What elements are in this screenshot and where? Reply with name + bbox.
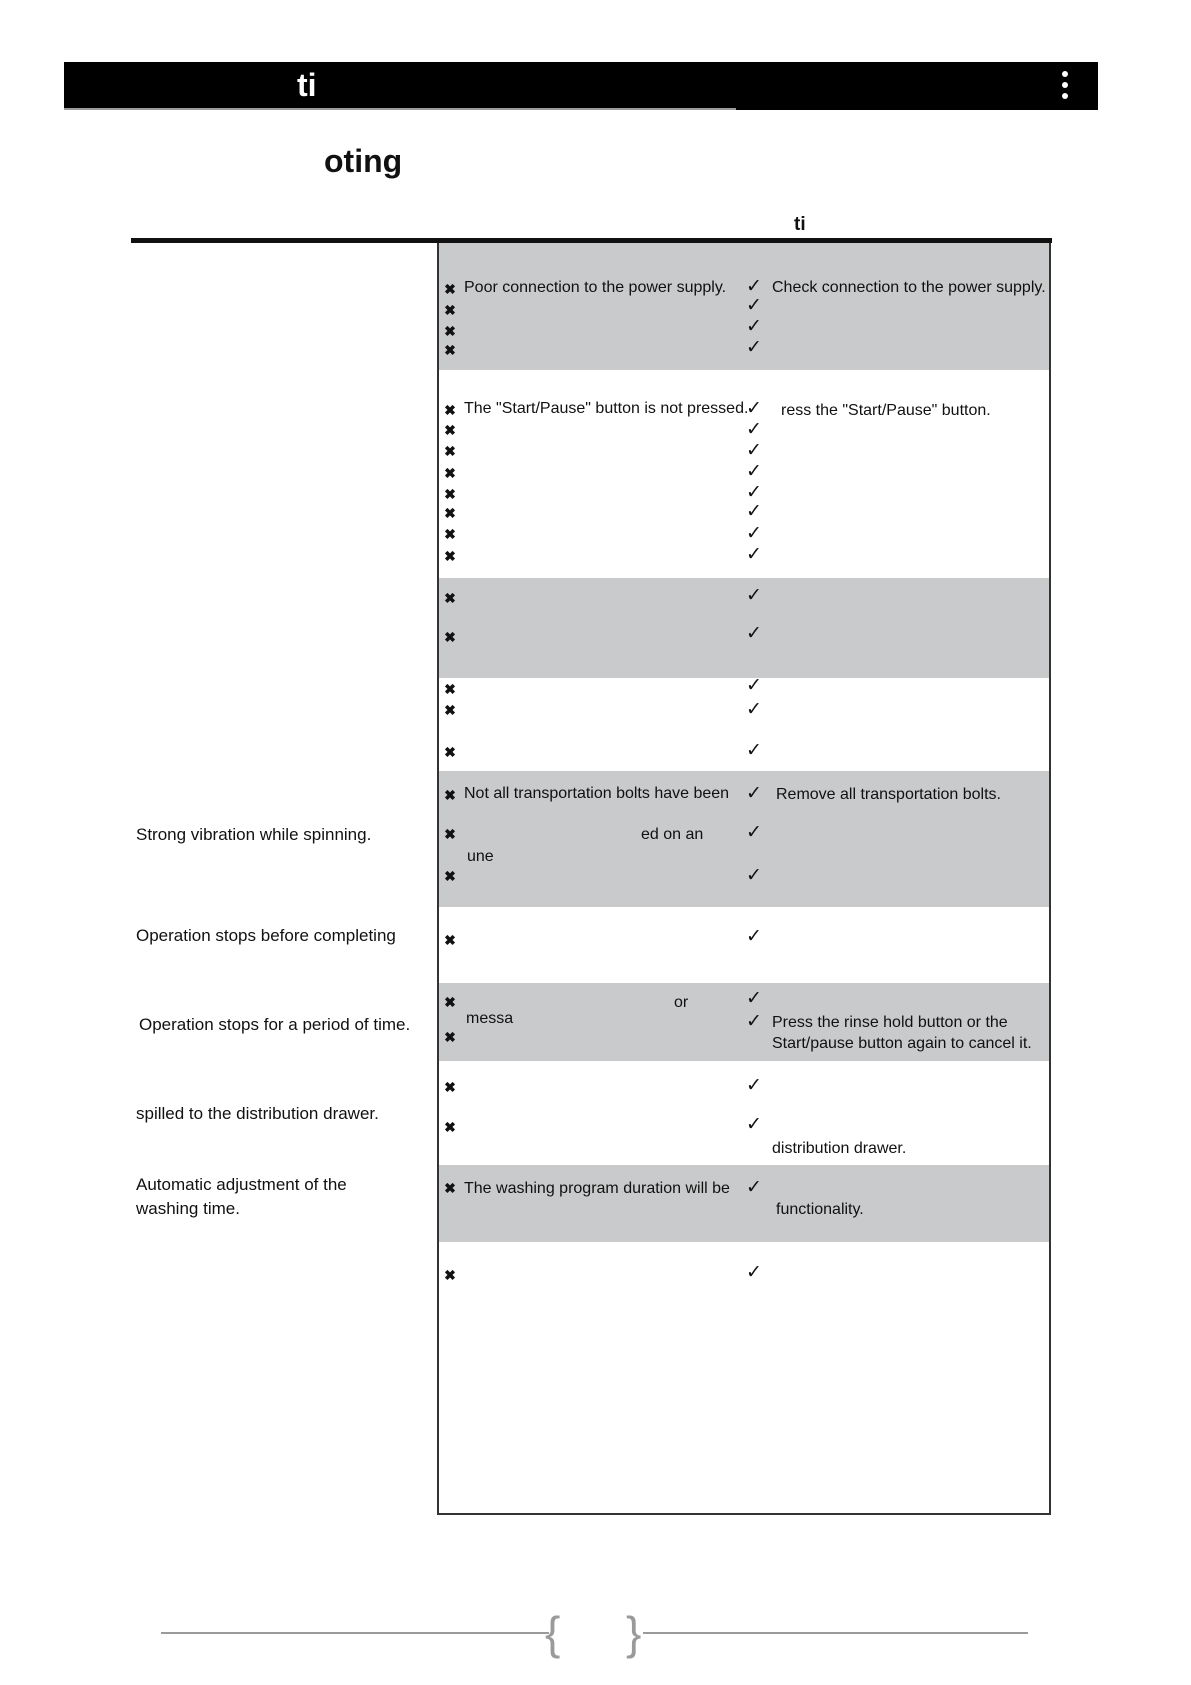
solution-text: distribution drawer. xyxy=(772,1140,907,1157)
cross-icon: ✖ xyxy=(444,465,456,481)
check-icon: ✓ xyxy=(746,501,762,522)
cross-icon: ✖ xyxy=(444,787,456,803)
page-title: oting xyxy=(324,143,403,179)
cause-text: Not all transportation bolts have been xyxy=(464,785,730,802)
cause-text: messa xyxy=(466,1010,514,1027)
check-icon: ✓ xyxy=(746,926,762,947)
cross-icon: ✖ xyxy=(444,744,456,760)
footer-bracket-left: { xyxy=(545,1607,561,1659)
check-icon: ✓ xyxy=(746,675,762,696)
check-icon: ✓ xyxy=(746,482,762,503)
header-tab xyxy=(736,108,1098,110)
check-icon: ✓ xyxy=(746,337,762,358)
solution-text: ress the "Start/Pause" button. xyxy=(781,402,991,419)
check-icon: ✓ xyxy=(746,988,762,1009)
check-icon: ✓ xyxy=(746,1075,762,1096)
cross-icon: ✖ xyxy=(444,681,456,697)
check-icon: ✓ xyxy=(746,699,762,720)
solution-text: functionality. xyxy=(776,1201,864,1218)
cross-icon: ✖ xyxy=(444,342,456,358)
cross-icon: ✖ xyxy=(444,302,456,318)
cross-icon: ✖ xyxy=(444,1119,456,1135)
cross-icon: ✖ xyxy=(444,1180,456,1196)
problem-text: Operation stops for a period of time. xyxy=(139,1015,411,1034)
cross-icon: ✖ xyxy=(444,505,456,521)
check-icon: ✓ xyxy=(746,1177,762,1198)
problem-text: Strong vibration while spinning. xyxy=(136,825,372,844)
cross-icon: ✖ xyxy=(444,826,456,842)
problem-text: Operation stops before completing xyxy=(136,926,396,945)
header-title: ti xyxy=(297,67,317,103)
cross-icon: ✖ xyxy=(444,422,456,438)
cross-icon: ✖ xyxy=(444,443,456,459)
cross-icon: ✖ xyxy=(444,702,456,718)
cause-text: The "Start/Pause" button is not pressed. xyxy=(464,400,749,417)
check-icon: ✓ xyxy=(746,740,762,761)
check-icon: ✓ xyxy=(746,1114,762,1135)
cross-icon: ✖ xyxy=(444,590,456,606)
check-icon: ✓ xyxy=(746,783,762,804)
check-icon: ✓ xyxy=(746,623,762,644)
check-icon: ✓ xyxy=(746,419,762,440)
check-icon: ✓ xyxy=(746,398,762,419)
solution-column-heading: ti xyxy=(794,214,806,235)
check-icon: ✓ xyxy=(746,544,762,565)
check-icon: ✓ xyxy=(746,585,762,606)
solution-text: Start/pause button again to cancel it. xyxy=(772,1035,1032,1052)
check-icon: ✓ xyxy=(746,461,762,482)
cross-icon: ✖ xyxy=(444,548,456,564)
check-icon: ✓ xyxy=(746,523,762,544)
check-icon: ✓ xyxy=(746,865,762,886)
header-bar xyxy=(64,62,1098,108)
cause-text: ed on an xyxy=(641,826,704,843)
cross-icon: ✖ xyxy=(444,281,456,297)
solution-text: Press the rinse hold button or the xyxy=(772,1014,1008,1031)
footer-rule-right xyxy=(643,1632,1028,1634)
check-icon: ✓ xyxy=(746,822,762,843)
solution-text: Remove all transportation bolts. xyxy=(776,786,1001,803)
check-icon: ✓ xyxy=(746,440,762,461)
cause-text: Poor connection to the power supply. xyxy=(464,279,727,296)
check-icon: ✓ xyxy=(746,276,762,297)
cross-icon: ✖ xyxy=(444,1267,456,1283)
check-icon: ✓ xyxy=(746,316,762,337)
cross-icon: ✖ xyxy=(444,868,456,884)
cross-icon: ✖ xyxy=(444,932,456,948)
problem-text: Automatic adjustment of the xyxy=(136,1175,347,1194)
troubleshooting-table xyxy=(437,243,1051,1515)
problem-text: washing time. xyxy=(136,1199,240,1218)
footer-bracket-right: } xyxy=(626,1607,642,1659)
solution-text: Check connection to the power supply. xyxy=(772,279,1046,296)
cross-icon: ✖ xyxy=(444,994,456,1010)
cross-icon: ✖ xyxy=(444,1079,456,1095)
footer-rule-left xyxy=(161,1632,549,1634)
cross-icon: ✖ xyxy=(444,402,456,418)
cross-icon: ✖ xyxy=(444,526,456,542)
cross-icon: ✖ xyxy=(444,1029,456,1045)
cause-text: The washing program duration will be xyxy=(464,1180,730,1197)
problem-text: spilled to the distribution drawer. xyxy=(136,1104,379,1123)
check-icon: ✓ xyxy=(746,295,762,316)
cross-icon: ✖ xyxy=(444,629,456,645)
check-icon: ✓ xyxy=(746,1262,762,1283)
check-icon: ✓ xyxy=(746,1011,762,1032)
more-options-icon[interactable] xyxy=(1058,62,1072,108)
cross-icon: ✖ xyxy=(444,323,456,339)
cause-text: une xyxy=(467,848,494,865)
cross-icon: ✖ xyxy=(444,486,456,502)
cause-text: or xyxy=(674,994,689,1011)
